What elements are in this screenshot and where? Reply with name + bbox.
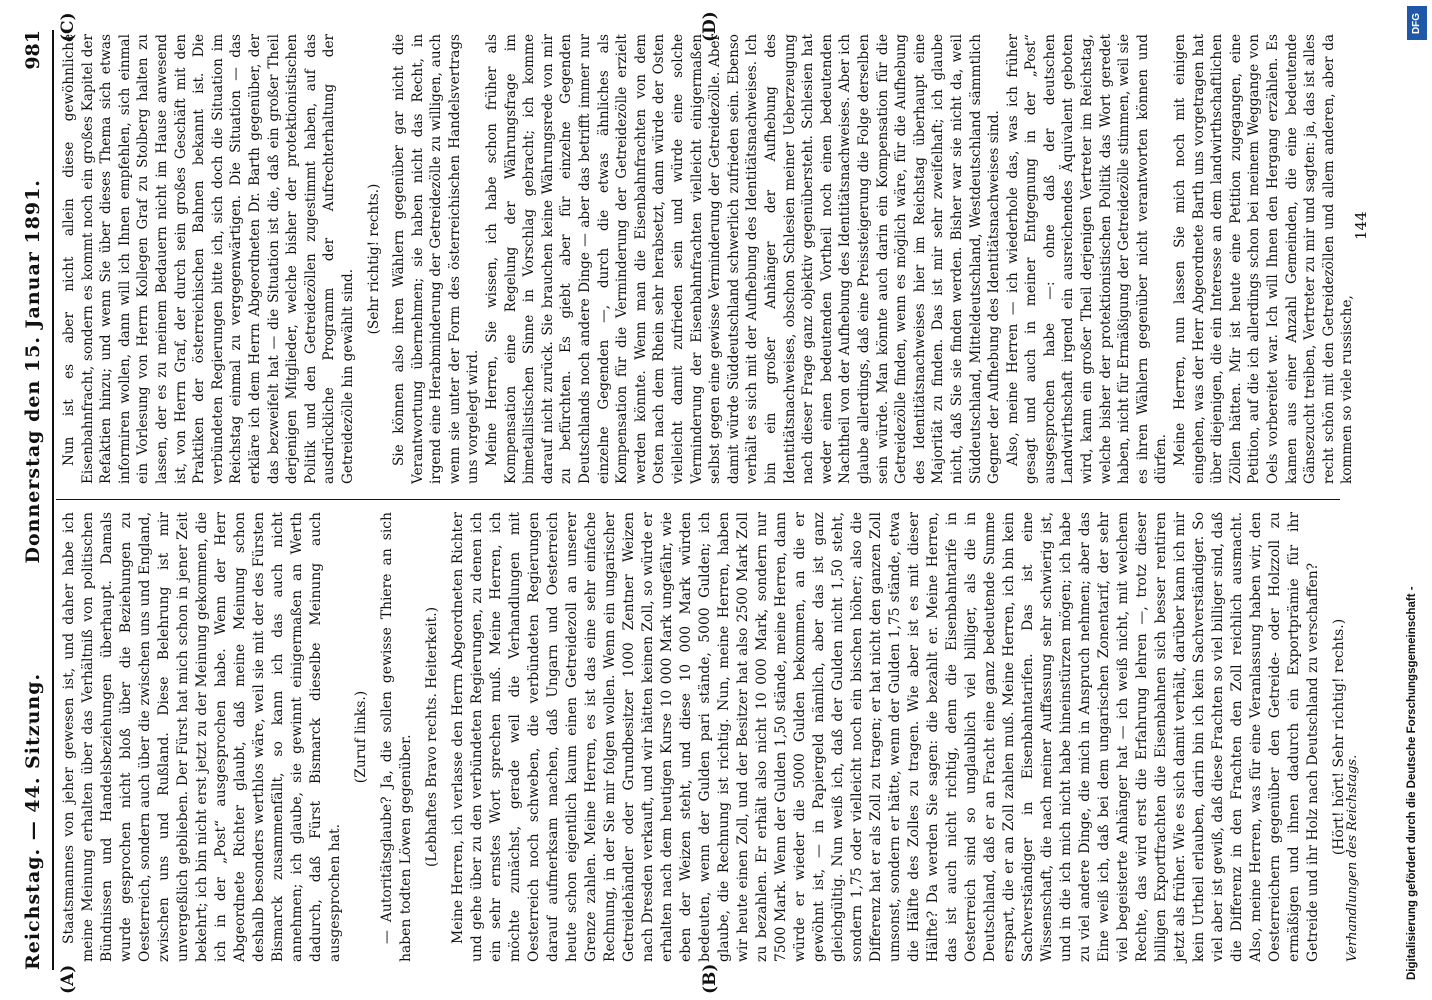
header-date: Donnerstag den 15. Januar 1891. — [22, 179, 44, 564]
paragraph: Staatsmannes von jeher gewesen ist, und daher habe ich meine Meinung erhalten über das Verhältniß von politischen Bündnissen und Handelsbeziehungen überhaupt. Damals wurde gesprochen nicht bloß über die Beziehungen zu Oesterreich, sondern auch über die zwischen uns und England, zwischen uns und Rußland. Diese Belehrung ist mir unvergeßlich geblieben. Der Fürst hat mich schon in jener Zeit bekehrt; ich bin nicht erst jetzt zu der Meinung gekommen, die ich in der „Post“ ausgesprochen habe. Wenn der Herr Abgeordnete Richter glaubt, daß meine Meinung schon deshalb besonders werthlos wäre, weil sie mit der des Fürsten Bismarck zusammenfällt, so kann ich das auch nicht annehmen; ich glaube, sie gewinnt einigermaßen an Werth dadurch, daß Fürst Bismarck dieselbe Meinung auch ausgesprochen hat. — [61, 512, 343, 962]
margin-marker-b: (B) — [700, 963, 720, 994]
running-header — [18, 30, 48, 970]
paragraph: Also, meine Herren — ich wiederhole das, was ich früher gesagt und auch in meiner Entgegnung in der „Post“ ausgesprochen habe —: ohne daß der deutschen Landwirthschaft irgend ein ausreichendes Äquivalent geboten wird, kann ein großer Theil derjenigen Vertreter im Reichstag, welche bisher der protektionistischen Politik das Wort geredet haben, nicht für Ermäßigung der Getreidezölle stimmen, weil sie es ihren Wählern gegenüber nicht verantworten können und dürfen. — [1004, 34, 1170, 484]
header-page-number: 981 — [22, 30, 44, 70]
column-rule — [56, 499, 1340, 500]
margin-marker-c: (C) — [58, 12, 78, 42]
footer-source: Verhandlungen des Reichstags. — [1345, 754, 1360, 962]
paragraph: Meine Herren, ich verlasse den Herrn Abgeordneten Richter und gehe über zu den verbündeten Regierungen, zu denen ich ein sehr ernstes Wort sprechen muß. Meine Herren, ich möchte zunächst, gerade weil die Verhandlungen mit Oesterreich noch schweben, die verbündeten Regierungen darauf aufmerksam machen, daß Ungarn und Oesterreich heute schon eigentlich kaum einen Getreidezoll an unserer Grenze zahlen. Meine Herren, es ist das eine sehr einfache Rechnung, in der Sie mir folgen wollen. Wenn ein ungarischer Getreidehändler oder Grundbesitzer 1000 Zentner Weizen nach Dresden verkauft, und wir hätten keinen Zoll, so würde er erhalten nach dem heutigen Kurse 10 000 Mark ungefähr, wie eben der Weizen steht, und diese 10 000 Mark würden bedeuten, wenn der Gulden pari stände, 5000 Gulden; ich glaube, die Rechnung ist richtig. Nun, meine Herren, haben wir heute einen Zoll, und der Besitzer hat also 2500 Mark Zoll zu bezahlen. Er erhält also nicht 10 000 Mark, sondern nur 7500 Mark. Wenn der Gulden 1,50 stände, meine Herren, dann würde er wieder die 5000 Gulden bekommen, an die er gewöhnt ist, — in Papiergeld nämlich, aber das ist ganz gleichgültig. Nun weiß ich, daß der Gulden nicht 1,50 steht, sondern 1,75 oder vielleicht noch ein bischen höher; also die Differenz hat er als Zoll zu tragen; er hat nicht den ganzen Zoll umsonst, sondern er hätte, wenn der Gulden 1,75 stände, etwa die Hälfte des Zolles zu tragen. Wie aber ist es mit dieser Hälfte? Da werden Sie sagen: die bezahlt er. Meine Herren, das ist auch nicht richtig, denn die Eisenbahntarife in Oesterreich sind so unglaublich viel billiger, als die in Deutschland, daß er an Fracht eine ganz bedeutende Summe erspart, die er an Zoll zahlen muß. Meine Herren, ich bin kein Sachverständiger in Eisenbahntarifen. Das ist eine Wissenschaft, die nach meiner Auffassung sehr schwierig ist, und in die ich mich nicht habe hineinstürzen mögen; ich habe zu viel andere Dinge, die mich in Anspruch nehmen; aber das Eine weiß ich, daß bei dem ungarischen Zonentarif, der sehr viel begeisterte Anhänger hat — ich weiß nicht, mit welchem Rechte, das wird erst die Erfahrung lehren —, trotz dieser billigen Exportfrachten die Eisenbahnen sich besser rentiren jetzt als früher. Wie es sich damit verhält, darüber kann ich mir kein Urtheil erlauben, darin bin ich kein Sachverständiger. So viel aber ist gewiß, daß diese Frachten so viel billiger sind, daß die Differenz in den Frachten den Zoll reichlich ausmacht. Also, meine Herren, was für eine Veranlassung haben wir, den Oesterreichern gegenüber den Getreide- oder Holzzoll zu ermäßigen und ihnen dadurch ein Exportprämie für ihr Getreide und ihr Holz nach Deutschland zu verschaffen? — [450, 512, 1321, 962]
margin-marker-d: (D) — [700, 11, 720, 42]
paragraph: Meine Herren, Sie wissen, ich habe schon früher als Kompensation eine Regelung der Währungsfrage im bimetallistischen Sinne in Vorschlag gebracht; ich komme darauf nicht zurück. Sie brauchen keine Währungsrede von mir zu befürchten. Es giebt aber für einzelne Gegenden Deutschlands noch andere Dinge — aber das betrifft immer nur einzelne Gegenden —, durch die etwas ähnliches als Kompensation für die Verminderung der Getreidezölle erzielt werden könnte. Wenn man die Eisenbahnfrachten von dem Osten nach dem Rhein sehr herabsetzt, dann würde der Osten vielleicht damit zufrieden sein und würde eine solche Verminderung der Eisenbahnfrachten vielleicht einigermaßen selbst gegen eine gewisse Verminderung der Getreidezölle. Aber damit würde Süddeutschland schwerlich zufrieden sein. Ebenso verhält es sich mit der Aufhebung des Identitätsnachweises. Ich bin ein großer Anhänger der Aufhebung des Identitätsnachweises, obschon Schlesien meiner Ueberzeugung nach dieser Frage ganz objektiv gegenübersteht. Schlesien hat weder einen bedeutenden Vortheil noch einen bedeutenden Nachtheil von der Aufhebung des Identitätsnachweises. Aber ich glaube allerdings, daß eine Preissteigerung die Folge derselben sein würde. Man könnte auch darin ein Kompensation für die Getreidezölle finden, wenn es möglich wäre, für die Aufhebung des Identitätsnachweises hier im Reichstag überhaupt eine Majorität zu finden. Das ist mir sehr zweifelhaft; ich glaube nicht, daß Sie sie finden werden. Bisher war sie nicht da, weil Süddeutschland, Mitteldeutschland, Westdeutschland sämmtlich Gegner der Aufhebung des Identitätsnachweises sind. — [484, 34, 1003, 484]
paragraph: Sie können also ihren Wählern gegenüber gar nicht die Verantwortung übernehmen; sie haben nicht das Recht, in irgend eine Herabminderung der Getreidezölle zu willigen, auch wenn sie unter der Form des österreichischen Handelsvertrags uns vorgelegt wird. — [391, 34, 482, 484]
header-left: Reichstag. — 44. Sitzung. — [22, 672, 44, 970]
dfg-credit-text: Digitalisierung gefördert durch die Deutsche Forschungsgemeinschaft - — [1406, 586, 1418, 980]
dfg-logo: DFG — [1407, 6, 1427, 40]
paragraph: Nun ist es aber nicht allein diese gewöhnliche Eisenbahnfracht, sondern es kommt noch ein großes Kapitel der Refaktien hinzu; und wenn Sie über dieses Thema sich etwas informiren wollen, dann will ich Ihnen empfehlen, sich einmal ein Vorlesung von Herrn Kollegen Graf zu Stolberg halten zu lassen, der es zu meinem Bedauern nicht im Hause anwesend ist, von Herrn Graf, der durch sein großes Geschäft mit den Praktiken der österreichischen Bahnen bekannt ist. Die verbündeten Regierungen bitte ich, sich doch die Situation im Reichstag einmal zu vergegenwärtigen. Die Situation — das erkläre ich dem Herrn Abgeordneten Dr. Barth gegenüber, der das bezweifelt hat — die Situation ist die, daß ein großer Theil derjenigen Mitglieder, welche bisher der protektionistischen Politik und den Getreidezöllen zugestimmt haben, auf das ausdrückliche Programm der Aufrechterhaltung der Getreidezölle hin gewählt sind. — [61, 34, 356, 484]
footer-signature-mark: 144 — [1352, 211, 1370, 240]
right-column — [60, 34, 1357, 484]
paragraph: — Autoritätsglaube? Ja, die sollen gewisse Thiere an sich haben todten Löwen gegenüber. — [379, 512, 414, 962]
header-rule — [52, 30, 54, 970]
interjection: (Sehr richtig! rechts.) — [365, 183, 382, 335]
interjection: (Hört! hört! Sehr richtig! rechts.) — [1331, 618, 1347, 856]
paragraph: Meine Herren, nun lassen Sie mich noch mit einigen eingehen, was der Herr Abgeordnete Barth uns vorgetragen hat über diejenigen, die ein Interesse an dem landwirthschaftlichen Zöllen hätten. Mir ist heute eine Petition zugegangen, eine Petition, auf die ich allerdings schon bei meinem Weggange von Oels vorbereitet war. Ich will Ihnen den Hergang erzählen. Es kamen aus einer Anzahl Gemeinden, die eine bedeutende Gänsezucht treiben, Vertreter zu mir und sagten: ja, das ist alles recht schön mit den Getreidezöllen und allem anderen, aber da kommen so viele russische, — [1172, 34, 1356, 484]
interjection: (Zuruf links.) — [353, 690, 369, 784]
interjection: (Lebhaftes Bravo rechts. Heiterkeit.) — [424, 606, 440, 868]
left-column — [60, 512, 1356, 962]
margin-marker-a: (A) — [58, 964, 78, 994]
dfg-sidebar — [1402, 0, 1430, 1000]
